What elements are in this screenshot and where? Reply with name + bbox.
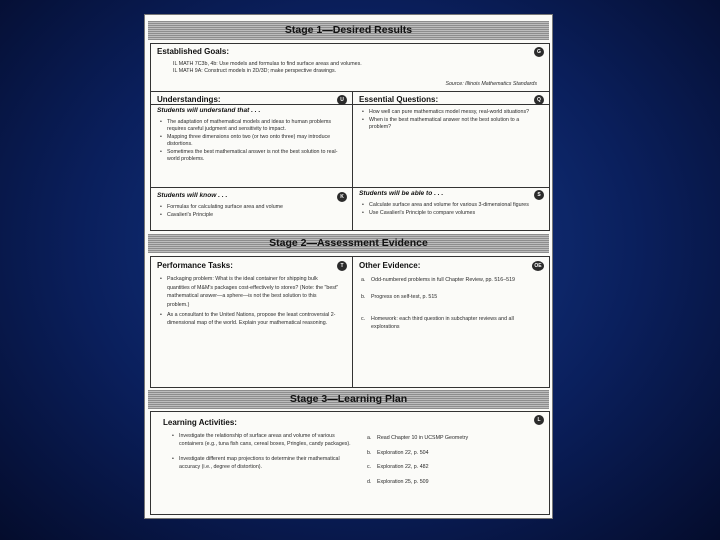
learning-activities-tag: L [534, 415, 544, 425]
know-subheading: Students will know . . . [157, 192, 228, 199]
tasks-box [150, 256, 353, 388]
list-item: • Mapping three dimensions onto two (or two onto three) may introduce distortions. [159, 134, 341, 147]
list-item: • As a consultant to the United Nations, propose the least controversial 2-dimensional map of the world. Explain your mathematical reasoning. [159, 311, 339, 328]
questions-heading: Essential Questions: [359, 95, 439, 104]
questions-box [352, 91, 550, 188]
stage2-title: Stage 2—Assessment Evidence [148, 234, 549, 253]
stage3-title: Stage 3—Learning Plan [148, 390, 549, 409]
tasks-heading: Performance Tasks: [157, 261, 233, 270]
learning-activities-list [171, 432, 351, 473]
other-evidence-tag: OE [532, 261, 544, 271]
goals-tag: G [534, 47, 544, 57]
stage1-title: Stage 1—Desired Results [148, 21, 549, 40]
able-box [352, 187, 550, 231]
list-item: • Investigate the relationship of surface areas and volume of various containers (e.g., tuna fish cans, cereal boxes, Pringles, candy packages). [171, 432, 351, 449]
able-tag: S [534, 190, 544, 200]
able-list [361, 202, 537, 218]
other-evidence-heading: Other Evidence: [359, 261, 421, 270]
list-item: • Packaging problem: What is the ideal container for shipping bulk quantities of M&M's packages cost-effectively to stores? (Note: the "best" mathematical answer—a sphere—is not the best solution to this problem.) [159, 275, 339, 309]
list-item: b. Exploration 22, p. 504 [367, 449, 429, 456]
understandings-subheading: Students will understand that . . . [157, 107, 261, 114]
learning-resources-list [367, 435, 537, 486]
know-box [150, 187, 353, 231]
list-item: • Investigate different map projections to determine their mathematical accuracy (i.e., degree of distortion). [171, 455, 351, 472]
list-item: b. Progress on self-test, p. 515 [361, 294, 438, 301]
understandings-tag: U [337, 95, 347, 105]
list-item: • Sometimes the best mathematical answer is not the best solution to real-world problems. [159, 149, 341, 162]
list-item: a. Read Chapter 10 in UCSMP Geometry [367, 435, 469, 441]
list-item: • Use Cavalieri's Principle to compare volumes [361, 210, 537, 217]
list-item: • The adaptation of mathematical models and ideas to human problems requires careful judgment and sensitivity to impact. [159, 119, 341, 132]
list-item: d. Exploration 25, p. 509 [367, 479, 429, 486]
scanned-document [144, 14, 553, 519]
list-item: a. Odd-numbered problems in full Chapter Review, pp. 516–519 [361, 277, 515, 283]
list-item: • How well can pure mathematics model messy, real-world situations? [361, 109, 539, 116]
know-list [159, 204, 341, 220]
learning-activities-box [150, 411, 550, 515]
able-subheading: Students will be able to . . . [359, 190, 444, 197]
understandings-heading: Understandings: [157, 95, 221, 104]
questions-list [361, 109, 539, 132]
other-evidence-list [361, 276, 521, 332]
goal-line: IL MATH 7C3b, 4b: Use models and formulas to find surface areas and volumes. [173, 61, 362, 67]
learning-activities-heading: Learning Activities: [163, 418, 237, 427]
list-item: • When is the best mathematical answer not the best solution to a problem? [361, 117, 539, 130]
goal-line: IL MATH 9A: Construct models in 2D/3D; make perspective drawings. [173, 67, 337, 74]
goals-heading: Established Goals: [157, 47, 230, 56]
know-tag: K [337, 192, 347, 202]
list-item: c. Homework: each third question in subchapter reviews and all explorations [361, 315, 514, 331]
tasks-list [159, 275, 339, 330]
goals-lines [173, 61, 533, 74]
list-item: • Calculate surface area and volume for various 3-dimensional figures [361, 202, 537, 209]
understandings-box [150, 91, 353, 188]
other-evidence-box [352, 256, 550, 388]
tasks-tag: T [337, 261, 347, 271]
list-item: • Cavalieri's Principle [159, 212, 341, 219]
list-item: • Formulas for calculating surface area and volume [159, 204, 341, 211]
list-item: c. Exploration 22, p. 482 [367, 464, 429, 471]
goals-source: Source: Illinois Mathematics Standards [445, 81, 537, 87]
understandings-list [159, 119, 341, 164]
questions-tag: Q [534, 95, 544, 105]
